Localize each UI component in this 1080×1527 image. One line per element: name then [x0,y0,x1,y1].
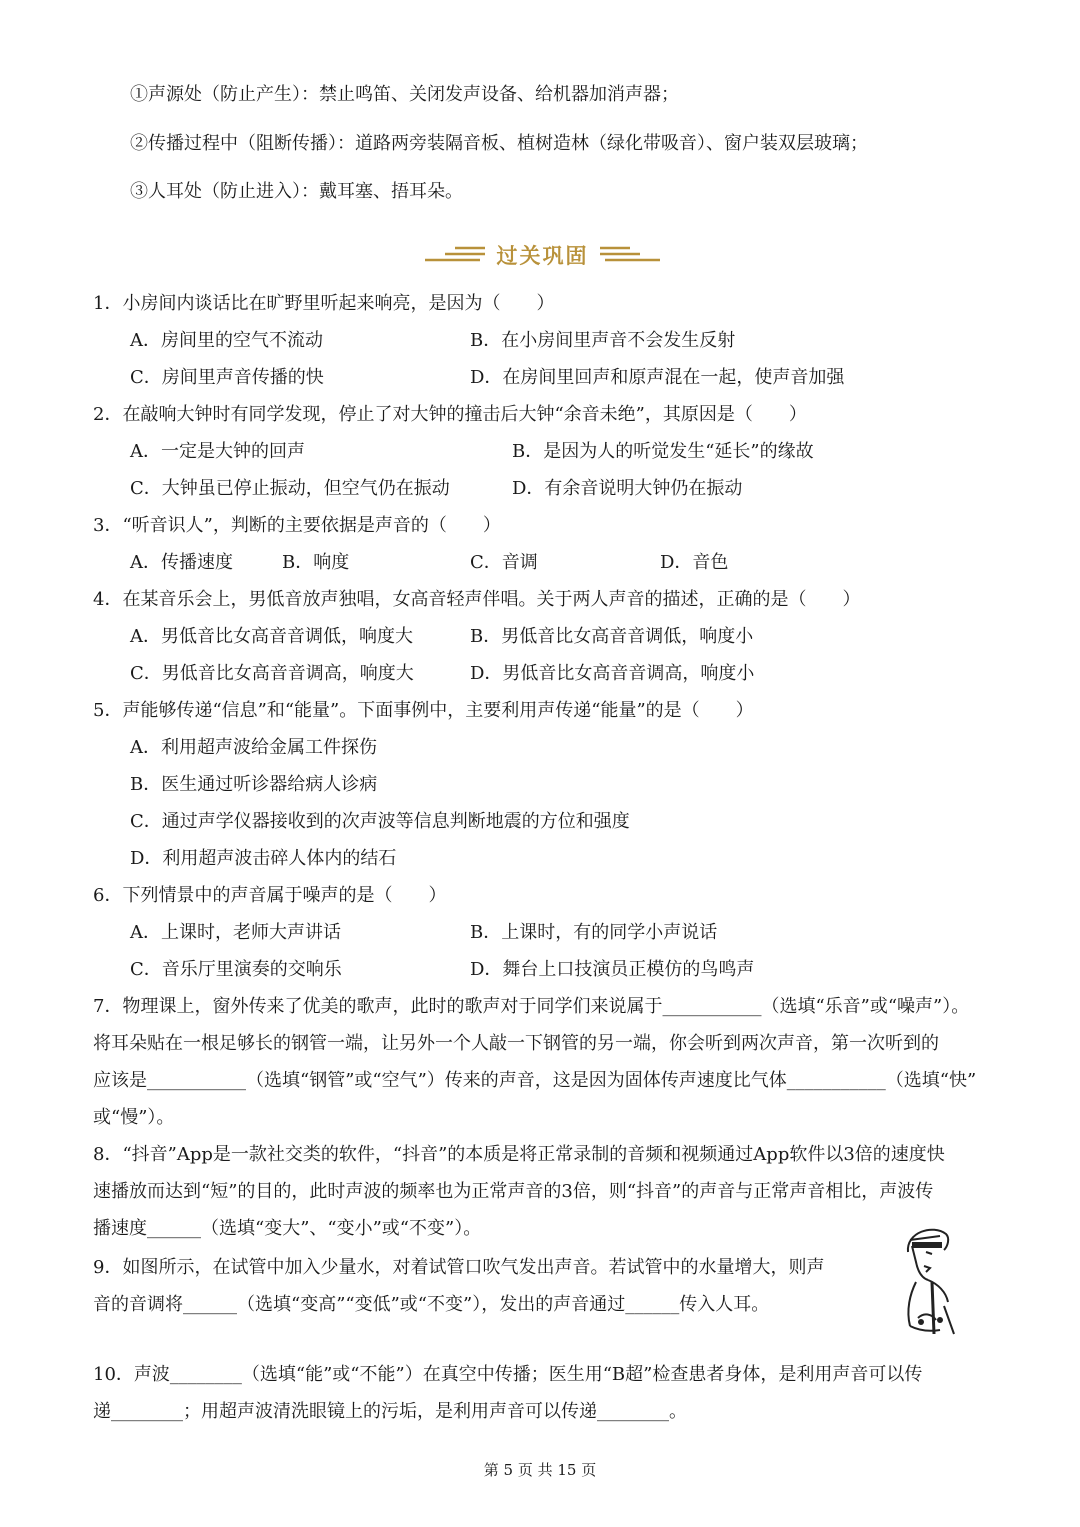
section-title: 过关巩固 [496,244,589,268]
q6-option-d: D．舞台上口技演员正模仿的鸟鸣声 [470,959,755,980]
q5-option-b: B．医生通过听诊器给病人诊病 [130,774,378,795]
q2-option-c: C．大钟虽已停止振动，但空气仍在振动 [130,478,450,499]
q5-option-a: A．利用超声波给金属工件探伤 [130,737,377,758]
q6-option-b: B．上课时，有的同学小声说话 [470,922,718,943]
q2-option-b: B．是因为人的听觉发生“延长”的缘故 [512,441,814,462]
q3-stem: 3．“听音识人”，判断的主要依据是声音的（ ） [93,515,501,536]
q1-option-a: A．房间里的空气不流动 [130,330,323,351]
page-footer: 第 5 页 共 15 页 [483,1461,597,1479]
q4-option-d: D．男低音比女高音音调高，响度小 [470,663,755,684]
q6-option-c: C．音乐厅里演奏的交响乐 [130,959,342,980]
q9-line-2: 音的音调将______（选填“变高”“变低”或“不变”），发出的声音通过______传入人耳。 [93,1294,770,1315]
q5-stem: 5．声能够传递“信息”和“能量”。下面事例中，主要利用声传递“能量”的是（ ） [93,700,754,721]
q10-line-2: 递________；用超声波清洗眼镜上的污垢，是利用声音可以传递________。 [93,1401,687,1422]
q4-option-b: B．男低音比女高音音调低，响度小 [470,626,754,647]
q7-line-4: 或“慢”）。 [93,1107,175,1128]
q1-option-d: D．在房间里回声和原声混在一起，使声音加强 [470,367,845,388]
q3-option-b: B．响度 [282,552,350,573]
intro-line-1: ①声源处（防止产生）：禁止鸣笛、关闭发声设备、给机器加消声器； [130,84,679,105]
q7-line-3: 应该是___________（选填“钢管”或“空气”）传来的声音，这是因为固体传声速度比气体___________（选填“快” [93,1070,977,1091]
q2-stem: 2．在敲响大钟时有同学发现，停止了对大钟的撞击后大钟“余音未绝”，其原因是（ ） [93,404,807,425]
q1-stem: 1．小房间内谈话比在旷野里听起来响亮，是因为（ ） [93,293,555,314]
q4-stem: 4．在某音乐会上，男低音放声独唱，女高音轻声伴唱。关于两人声音的描述，正确的是（ ） [93,589,861,610]
section-banner [425,238,660,270]
q8-line-2: 速播放而达到“短”的目的，此时声波的频率也为正常声音的3倍，则“抖音”的声音与正常声音相比，声波传 [93,1181,934,1202]
q7-line-2: 将耳朵贴在一根足够长的钢管一端，让另外一个人敲一下钢管的另一端，你会听到两次声音，第一次听到的 [93,1033,939,1054]
q10-line-1: 10．声波________（选填“能”或“不能”）在真空中传播；医生用“B超”检查患者身体，是利用声音可以传 [93,1364,923,1385]
q3-option-a: A．传播速度 [130,552,233,573]
q4-option-a: A．男低音比女高音音调低，响度大 [130,626,413,647]
q4-option-c: C．男低音比女高音音调高，响度大 [130,663,414,684]
q5-option-d: D．利用超声波击碎人体内的结石 [130,848,397,869]
q3-option-c: C．音调 [470,552,538,573]
q6-option-a: A．上课时，老师大声讲话 [130,922,341,943]
q8-line-1: 8．“抖音”App是一款社交类的软件，“抖音”的本质是将正常录制的音频和视频通过App软件以3倍的速度快 [93,1144,945,1165]
q1-option-b: B．在小房间里声音不会发生反射 [470,330,736,351]
q8-line-3: 播速度______（选填“变大”、“变小”或“不变”）。 [93,1218,482,1239]
q3-option-d: D．音色 [660,552,729,573]
q7-line-1: 7．物理课上，窗外传来了优美的歌声，此时的歌声对于同学们来说属于___________（选填“乐音”或“噪声”）。 [93,996,970,1017]
q6-stem: 6．下列情景中的声音属于噪声的是（ ） [93,885,447,906]
test-tube-figure [888,1222,968,1342]
q2-option-d: D．有余音说明大钟仍在振动 [512,478,743,499]
q5-option-c: C．通过声学仪器接收到的次声波等信息判断地震的方位和强度 [130,811,630,832]
intro-line-3: ③人耳处（防止进入）：戴耳塞、捂耳朵。 [130,181,463,202]
q2-option-a: A．一定是大钟的回声 [130,441,305,462]
q9-line-1: 9．如图所示，在试管中加入少量水，对着试管口吹气发出声音。若试管中的水量增大，则声 [93,1257,825,1278]
q1-option-c: C．房间里声音传播的快 [130,367,324,388]
intro-line-2: ②传播过程中（阻断传播）：道路两旁装隔音板、植树造林（绿化带吸音）、窗户装双层玻璃； [130,133,868,154]
